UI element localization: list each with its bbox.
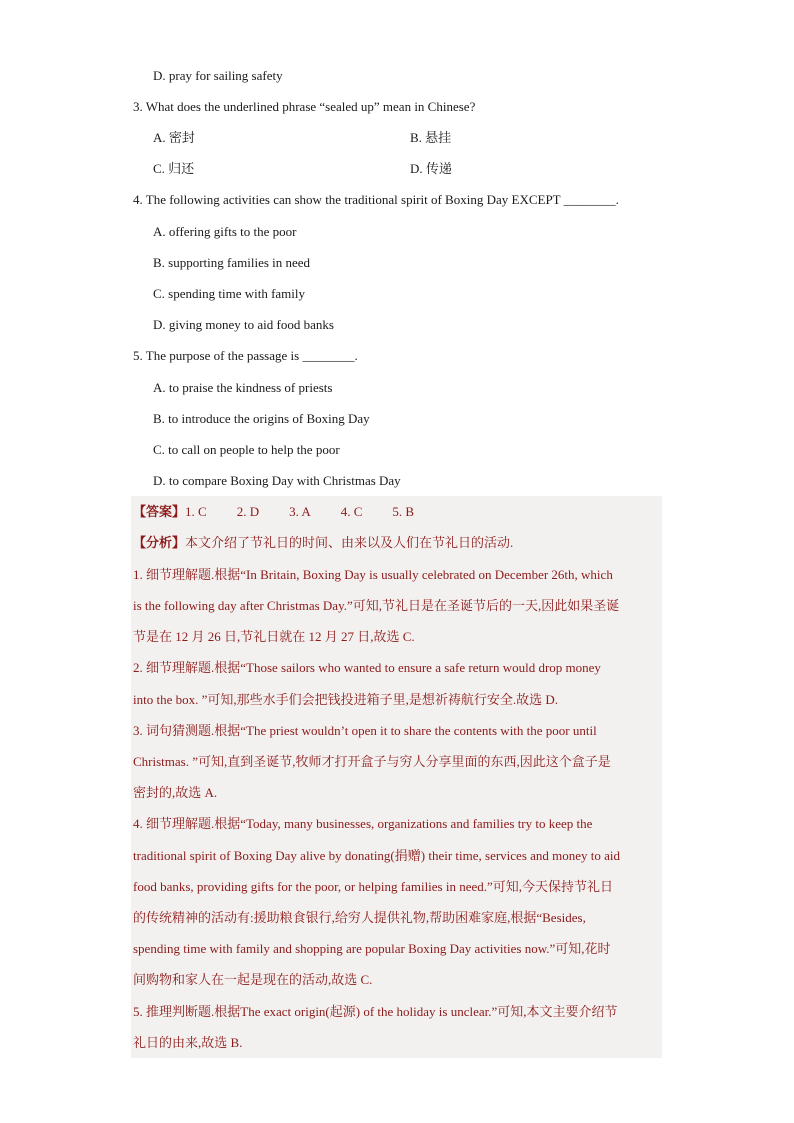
- answer-item: 2. D: [236, 504, 260, 519]
- q3-option-c: C. 归还: [153, 161, 195, 176]
- analysis-line: food banks, providing gifts for the poor, or helping families in need.”可知,今天保持节礼日: [133, 879, 614, 894]
- analysis-line: 3. 词句猜测题.根据“The priest wouldn’t open it to share the contents with the poor until: [133, 723, 597, 738]
- q4-option-d: D. giving money to aid food banks: [153, 317, 334, 332]
- analysis-line: 的传统精神的活动有:援助粮食银行,给穷人提供礼物,帮助困难家庭,根据“Besides,: [133, 910, 586, 925]
- answer-line: [133, 503, 414, 521]
- answer-item: 1. C: [185, 504, 207, 519]
- analysis-intro: 本文介绍了节礼日的时间、由来以及人们在节礼日的活动.: [185, 535, 514, 550]
- q5-option-b: B. to introduce the origins of Boxing Day: [153, 411, 370, 426]
- q3-stem: 3. What does the underlined phrase “sealed up” mean in Chinese?: [133, 99, 476, 114]
- analysis-line: traditional spirit of Boxing Day alive by donating(捐赠) their time, services and money to aid: [133, 848, 621, 863]
- analysis-line: into the box. ”可知,那些水手们会把钱投进箱子里,是想祈祷航行安全.故选 D.: [133, 692, 559, 707]
- q4-option-a: A. offering gifts to the poor: [153, 224, 297, 239]
- q4-option-c: C. spending time with family: [153, 286, 306, 301]
- q3-option-a: A. 密封: [153, 130, 195, 145]
- analysis-line: 2. 细节理解题.根据“Those sailors who wanted to ensure a safe return would drop money: [133, 660, 601, 675]
- q5-option-a: A. to praise the kindness of priests: [153, 380, 333, 395]
- q5-option-d: D. to compare Boxing Day with Christmas Day: [153, 473, 401, 488]
- q3-option-b: B. 悬挂: [410, 130, 452, 145]
- answer-item: 5. B: [392, 504, 415, 519]
- analysis-line: 间购物和家人在一起是现在的活动,故选 C.: [133, 972, 373, 987]
- analysis-line: is the following day after Christmas Day.”可知,节礼日是在圣诞节后的一天,因此如果圣诞: [133, 598, 620, 613]
- q5-option-c: C. to call on people to help the poor: [153, 442, 340, 457]
- answer-item: 3. A: [289, 504, 311, 519]
- analysis-line: spending time with family and shopping are popular Boxing Day activities now.”可知,花时: [133, 941, 611, 956]
- analysis-intro-line: [133, 534, 513, 552]
- analysis-line: Christmas. ”可知,直到圣诞节,牧师才打开盒子与穷人分享里面的东西,因此这个盒子是: [133, 754, 611, 769]
- q2-option-d: D. pray for sailing safety: [153, 68, 283, 83]
- q4-option-b: B. supporting families in need: [153, 255, 311, 270]
- q4-stem: 4. The following activities can show the traditional spirit of Boxing Day EXCEPT ________.: [133, 192, 619, 207]
- q5-stem: 5. The purpose of the passage is ________.: [133, 348, 358, 363]
- analysis-line: 5. 推理判断题.根据The exact origin(起源) of the holiday is unclear.”可知,本文主要介绍节: [133, 1004, 618, 1019]
- analysis-line: 4. 细节理解题.根据“Today, many businesses, organizations and families try to keep the: [133, 816, 593, 831]
- analysis-line: 节是在 12 月 26 日,节礼日就在 12 月 27 日,故选 C.: [133, 629, 415, 644]
- q3-option-d: D. 传递: [410, 161, 452, 176]
- analysis-line: 1. 细节理解题.根据“In Britain, Boxing Day is usually celebrated on December 26th, which: [133, 567, 613, 582]
- analysis-line: 密封的,故选 A.: [133, 785, 218, 800]
- analysis-line: 礼日的由来,故选 B.: [133, 1035, 243, 1050]
- analysis-label: 【分析】: [133, 535, 186, 550]
- answer-label: 【答案】: [133, 504, 186, 519]
- answer-item: 4. C: [340, 504, 363, 519]
